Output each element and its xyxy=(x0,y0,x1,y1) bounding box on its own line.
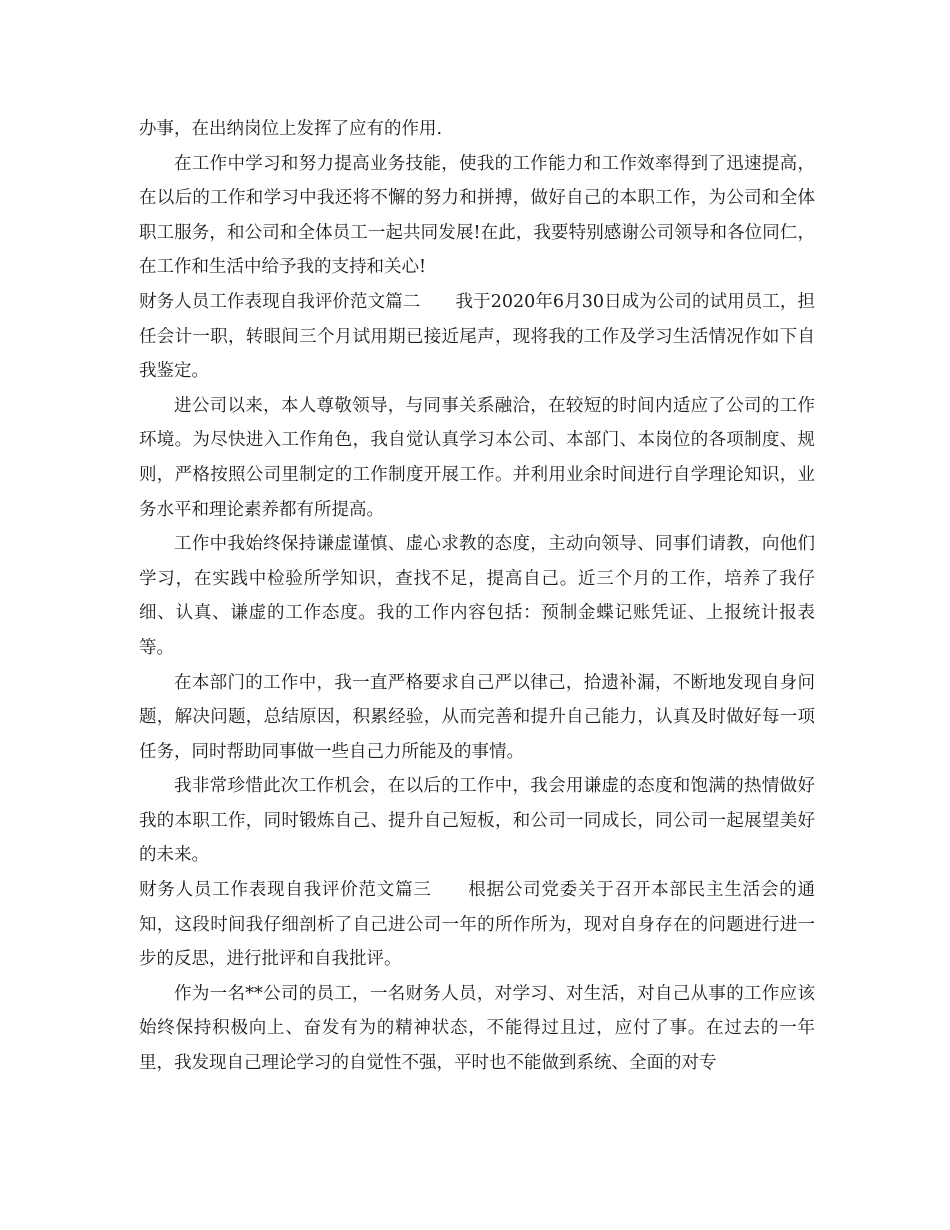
paragraph-7: 作为一名**公司的员工，一名财务人员，对学习、对生活，对自己从事的工作应该始终保持积极向上、奋发有为的精神状态，不能得过且过，应付了事。在过去的一年里，我发现自己理论学习的自觉性不强，平时也不能做到系统、全面的对专 xyxy=(139,983,815,1074)
paragraph-3: 进公司以来，本人尊敬领导，与同事关系融洽，在较短的时间内适应了公司的工作环境。为尽快进入工作角色，我自觉认真学习本公司、本部门、本岗位的各项制度、规则，严格按照公司里制定的工作制度开展工作。并利用业余时间进行自学理论知识，业务水平和理论素养都有所提高。 xyxy=(139,395,815,520)
section-heading-3: 财务人员工作表现自我评价范文篇三 根据公司党委关于召开本部民主生活会的通知，这段时间我仔细剖析了自己进公司一年的所作所为，现对自身存在的问题进行进一步的反思，进行批评和自我批评。 xyxy=(139,880,815,970)
paragraph-5: 在本部门的工作中，我一直严格要求自己严以律己，拾遗补漏，不断地发现自身问题，解决问题，总结原因，积累经验，从而完善和提升自己能力，认真及时做好每一项任务，同时帮助同事做一些自己力所能及的事情。 xyxy=(139,672,815,762)
paragraph-1: 办事，在出纳岗位上发挥了应有的作用. xyxy=(139,119,443,139)
document-body xyxy=(139,112,815,1081)
paragraph-4: 工作中我始终保持谦虚谨慎、虚心求教的态度，主动向领导、同事们请教，向他们学习，在实践中检验所学知识，查找不足，提高自己。近三个月的工作，培养了我仔细、认真、谦虚的工作态度。我的工作内容包括：预制金蝶记账凭证、上报统计报表等。 xyxy=(139,534,815,658)
section-heading-2: 财务人员工作表现自我评价范文篇二 我于2020年6月30日成为公司的试用员工，担任会计一职，转眼间三个月试用期已接近尾声，现将我的工作及学习生活情况作如下自我鉴定。 xyxy=(139,291,815,382)
paragraph-6: 我非常珍惜此次工作机会，在以后的工作中，我会用谦虚的态度和饱满的热情做好我的本职工作，同时锻炼自己、提升自己短板，和公司一同成长，同公司一起展望美好的未来。 xyxy=(139,776,815,866)
paragraph-2: 在工作中学习和努力提高业务技能，使我的工作能力和工作效率得到了迅速提高，在以后的工作和学习中我还将不懈的努力和拼搏，做好自己的本职工作，为公司和全体职工服务，和公司和全体员工一起共同发展!在此，我要特别感谢公司领导和各位同仁，在工作和生活中给予我的支持和关心! xyxy=(139,153,815,278)
